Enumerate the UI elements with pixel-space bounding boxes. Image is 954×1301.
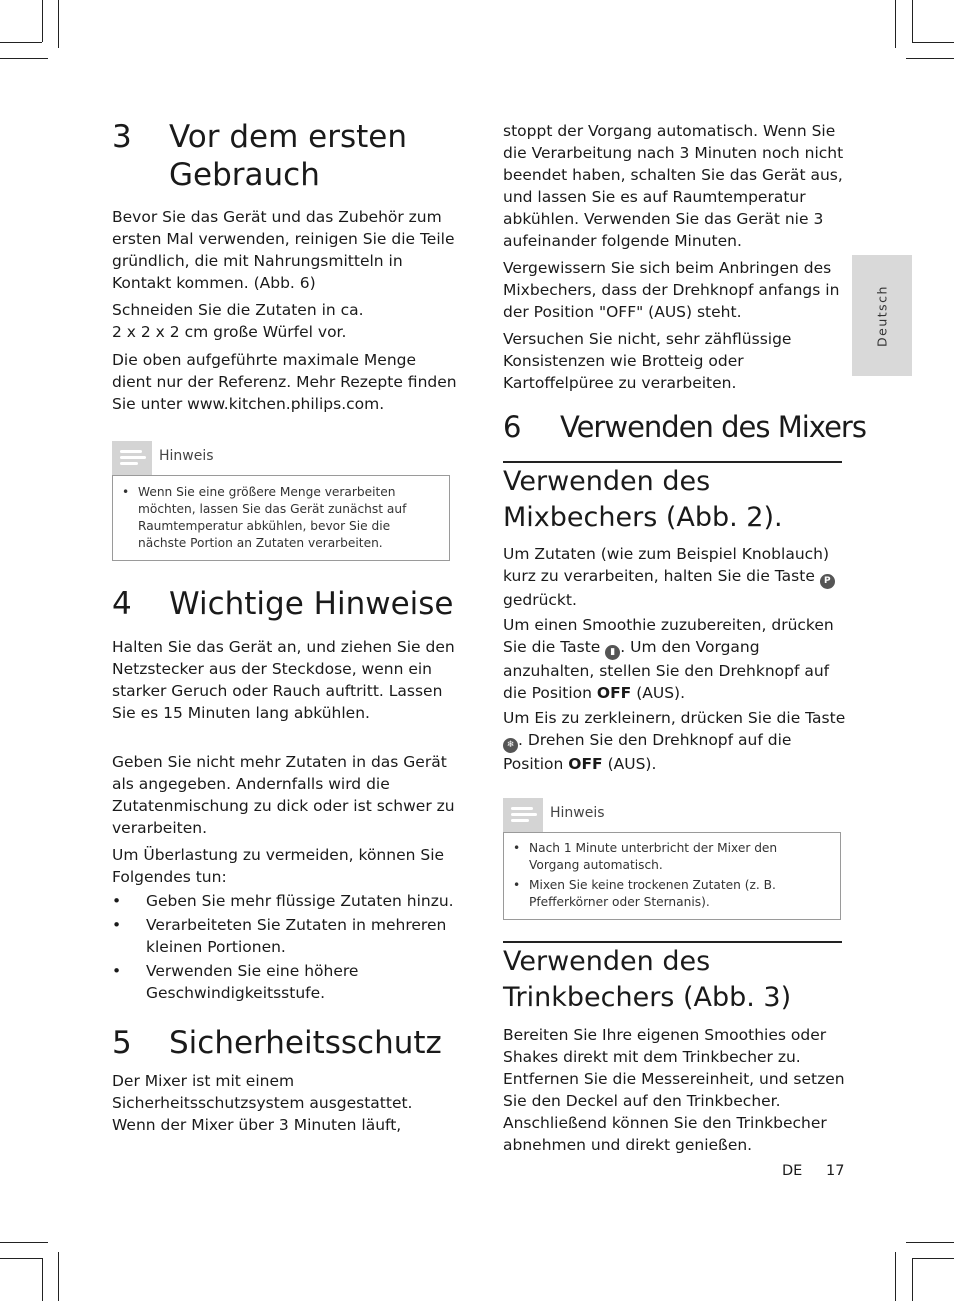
subsection-title: Verwenden des Mixbechers (Abb. 2). — [503, 466, 783, 533]
text: . Um den Vorgang anzuhalten, stellen Sie den Drehknopf auf die Position — [503, 638, 830, 702]
text: Um Zutaten (wie zum Beispiel Knoblauch) kurz zu verarbeiten, halten Sie die Taste — [503, 545, 830, 585]
section-number: 6 — [503, 410, 522, 444]
note-label: Hinweis — [159, 448, 214, 464]
crop-mark — [906, 58, 954, 59]
paragraph — [503, 543, 848, 611]
paragraph: Geben Sie nicht mehr Zutaten in das Gerät als angegeben. Andernfalls wird die Zutatenmischung zu dick oder ist schwer zu verarbeiten. — [112, 753, 455, 837]
pulse-icon: P — [820, 574, 835, 589]
crop-mark — [58, 1252, 59, 1301]
crop-mark — [58, 0, 59, 48]
text: Um Eis zu zerkleinern, drücken Sie die Taste — [503, 709, 846, 727]
list-item-text: Verarbeiteten Sie Zutaten in mehreren kleinen Portionen. — [146, 916, 447, 956]
text: (AUS). — [636, 684, 686, 702]
crop-mark — [0, 1258, 42, 1259]
paragraph: stoppt der Vorgang automatisch. Wenn Sie die Verarbeitung nach 3 Minuten noch nicht beendet haben, schalten Sie das Gerät aus, und lassen Sie es auf Raumtemperatur abkühlen. Verwenden Sie das Gerät nie 3 aufeinander folgende Minuten. — [503, 122, 844, 250]
language-tab — [852, 255, 912, 376]
list-item-text: Verwenden Sie eine höhere Geschwindigkeitsstufe. — [146, 962, 359, 1002]
bold-text: OFF — [568, 755, 603, 773]
paragraph-line: 2 x 2 x 2 cm große Würfel vor. — [112, 323, 347, 341]
section-5-heading — [112, 1024, 452, 1064]
footer-language: DE — [782, 1163, 803, 1179]
page-number: 17 — [826, 1163, 845, 1179]
section-number: 5 — [112, 1025, 132, 1061]
note-item-text: Wenn Sie eine größere Menge verarbeiten möchten, lassen Sie das Gerät zunächst auf Raumtemperatur abkühlen, bevor Sie die nächste Portion an Zutaten verarbeiten. — [138, 485, 407, 550]
crop-mark — [42, 1258, 43, 1301]
paragraph: Versuchen Sie nicht, sehr zähflüssige Konsistenzen wie Brotteig oder Kartoffelpüree zu verarbeiten. — [503, 330, 792, 392]
section-title: Vor dem ersten Gebrauch — [169, 119, 408, 193]
paragraph: Halten Sie das Gerät an, und ziehen Sie den Netzstecker aus der Steckdose, wenn ein starker Geruch oder Rauch auftritt. Lassen Sie es 15 Minuten lang abkühlen. — [112, 638, 455, 722]
note-item-text: Nach 1 Minute unterbricht der Mixer den Vorgang automatisch. — [529, 841, 778, 872]
note-item-text: Mixen Sie keine trockenen Zutaten (z. B. Pfefferkörner oder Sternanis). — [529, 878, 776, 909]
crop-mark — [912, 42, 954, 43]
note-box — [112, 441, 450, 561]
bold-text: OFF — [596, 684, 632, 702]
paragraph: Bereiten Sie Ihre eigenen Smoothies oder Shakes direkt mit dem Trinkbecher zu. Entfernen Sie die Messereinheit, und setzen Sie den Deckel auf den Trinkbecher. Anschließend können Sie den Trinkbecher abnehmen und direkt genießen. — [503, 1026, 845, 1154]
paragraph: Um Überlastung zu vermeiden, können Sie Folgendes tun: — [112, 846, 445, 886]
section-number: 3 — [112, 119, 132, 155]
crop-mark — [895, 0, 896, 48]
text: (AUS). — [607, 755, 657, 773]
text: Um einen Smoothie zuzubereiten, drücken Sie die Taste — [503, 616, 834, 656]
ice-crush-icon: ❄ — [503, 738, 518, 753]
section-rule — [503, 941, 842, 943]
note-content: • Nach 1 Minute unterbricht der Mixer den Vorgang automatisch. • Mixen Sie keine trockenen Zutaten (z. B. Pfefferkörner oder Sternanis). — [503, 832, 841, 920]
paragraph: Der Mixer ist mit einem Sicherheitsschutzsystem ausgestattet. Wenn der Mixer über 3 Minuten läuft, — [112, 1072, 413, 1134]
paragraph: Bevor Sie das Gerät und das Zubehör zum ersten Mal verwenden, reinigen Sie die Teile gründlich, die mit Nahrungsmitteln in Kontakt kommen. (Abb. 6) — [112, 208, 455, 292]
section-number: 4 — [112, 586, 132, 622]
section-title: Verwenden des Mixers — [560, 410, 866, 444]
note-box — [503, 798, 841, 920]
note-icon — [503, 798, 543, 832]
crop-mark — [912, 1258, 954, 1259]
section-6-heading — [503, 408, 866, 448]
crop-mark — [912, 1258, 913, 1301]
section-title: Sicherheitsschutz — [169, 1025, 442, 1061]
note-label: Hinweis — [550, 805, 605, 821]
list-item-text: Geben Sie mehr flüssige Zutaten hinzu. — [146, 892, 454, 910]
paragraph: Die oben aufgeführte maximale Menge dient nur der Referenz. Mehr Rezepte finden Sie unter www.kitchen.philips.com. — [112, 351, 457, 413]
paragraph — [112, 299, 457, 343]
text: . Drehen Sie den Drehknopf auf die Position — [503, 731, 792, 773]
crop-mark — [912, 0, 913, 42]
crop-mark — [0, 58, 48, 59]
section-3-heading — [112, 118, 452, 198]
subsection-title: Verwenden des Trinkbechers (Abb. 3) — [503, 946, 792, 1013]
section-4-heading — [112, 585, 452, 625]
paragraph — [503, 614, 848, 704]
note-icon — [112, 441, 152, 475]
text: gedrückt. — [503, 591, 577, 609]
crop-mark — [42, 0, 43, 42]
paragraph — [503, 707, 848, 775]
cup-icon: ▮ — [605, 645, 620, 660]
section-title: Wichtige Hinweise — [169, 586, 454, 622]
language-tab-label: Deutsch — [874, 284, 890, 347]
crop-mark — [0, 42, 42, 43]
section-rule — [503, 461, 842, 463]
crop-mark — [906, 1242, 954, 1243]
crop-mark — [0, 1242, 48, 1243]
paragraph: Vergewissern Sie sich beim Anbringen des Mixbechers, dass der Drehknopf anfangs in der Position "OFF" (AUS) steht. — [503, 259, 840, 321]
note-content: • Wenn Sie eine größere Menge verarbeiten möchten, lassen Sie das Gerät zunächst auf Raumtemperatur abkühlen, bevor Sie die nächste Portion an Zutaten verarbeiten. — [112, 475, 450, 561]
paragraph-line: Schneiden Sie die Zutaten in ca. — [112, 301, 364, 319]
crop-mark — [895, 1252, 896, 1301]
